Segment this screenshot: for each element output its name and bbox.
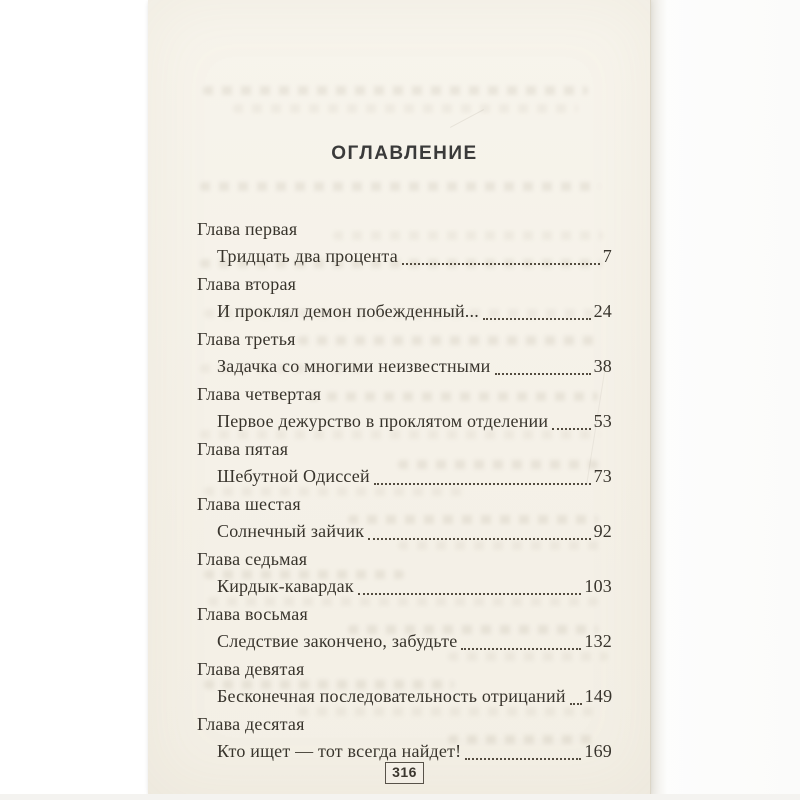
toc-page-number: 132 [584,631,612,651]
dot-leader [465,758,581,760]
toc-title-line [197,463,612,490]
toc-page-number: 7 [602,246,612,266]
toc-chapter-label: Глава третья [197,329,296,349]
toc-chapter-label: Глава десятая [197,714,305,734]
toc-title: Солнечный зайчик [217,521,365,541]
toc-chapter-label: Глава восьмая [197,604,308,624]
toc-page-number: 73 [593,466,612,486]
toc-entry [197,711,612,765]
toc-title-line [197,353,612,380]
toc-title-line [197,298,612,325]
page-bleed-through [233,104,578,113]
toc-chapter-label: Глава пятая [197,439,289,459]
folio-number-box: 316 [385,762,424,784]
toc-title: Тридцать два процента [217,246,398,266]
toc-page-number: 53 [593,411,612,431]
toc-chapter-label: Глава девятая [197,659,305,679]
toc-chapter-label: Глава четвертая [197,384,322,404]
toc-entry [197,216,612,270]
paper-crease [450,109,484,128]
toc-title-line [197,628,612,655]
toc-entry [197,656,612,710]
toc-title-line [197,518,612,545]
dot-leader [368,538,590,540]
toc-title-line [197,243,612,270]
dot-leader [461,648,581,650]
toc-chapter-label: Глава вторая [197,274,297,294]
dot-leader [402,263,600,265]
toc-title: Первое дежурство в проклятом отделении [217,411,549,431]
toc-page-number: 92 [593,521,612,541]
dot-leader [358,593,582,595]
toc-entry [197,381,612,435]
toc-title: Задачка со многими неизвестными [217,356,491,376]
toc-page-number: 24 [593,301,612,321]
toc-entry [197,271,612,325]
page-footer [197,762,612,784]
toc-title: Кто ищет — тот всегда найдет! [217,741,462,761]
toc-chapter-label: Глава шестая [197,494,301,514]
dot-leader [374,483,591,485]
toc-entry [197,491,612,545]
page-bleed-through [200,182,600,191]
book-page [148,0,650,794]
toc-title: И проклял демон побежденный... [217,301,479,321]
toc-title: Кирдык-кавардак [217,576,354,596]
dot-leader [552,428,590,430]
toc-page-number: 169 [584,741,612,761]
toc-chapter-label: Глава первая [197,219,298,239]
toc-entry [197,546,612,600]
page-bleed-through [203,86,588,95]
dot-leader [570,703,582,705]
toc-page-number: 149 [584,686,613,706]
toc-page-number: 103 [584,576,612,596]
toc-page-number: 38 [593,356,612,376]
dot-leader [483,318,591,320]
toc-title-line [197,738,612,765]
toc-chapter-label: Глава седьмая [197,549,308,569]
toc-title-line [197,683,612,710]
toc-entry [197,601,612,655]
toc-title: Следствие закончено, забудьте [217,631,458,651]
toc-title-line [197,408,612,435]
toc-entry [197,436,612,490]
toc-title-line [197,573,612,600]
toc-entry [197,326,612,380]
page-edge-shadow [651,0,667,794]
photo-bottom-edge [0,794,800,800]
dot-leader [495,373,591,375]
toc-title: Бесконечная последовательность отрицаний [217,686,566,706]
toc-title: Шебутной Одиссей [217,466,370,486]
page-title: ОГЛАВЛЕНИЕ [331,143,478,164]
table-of-contents [197,216,612,766]
